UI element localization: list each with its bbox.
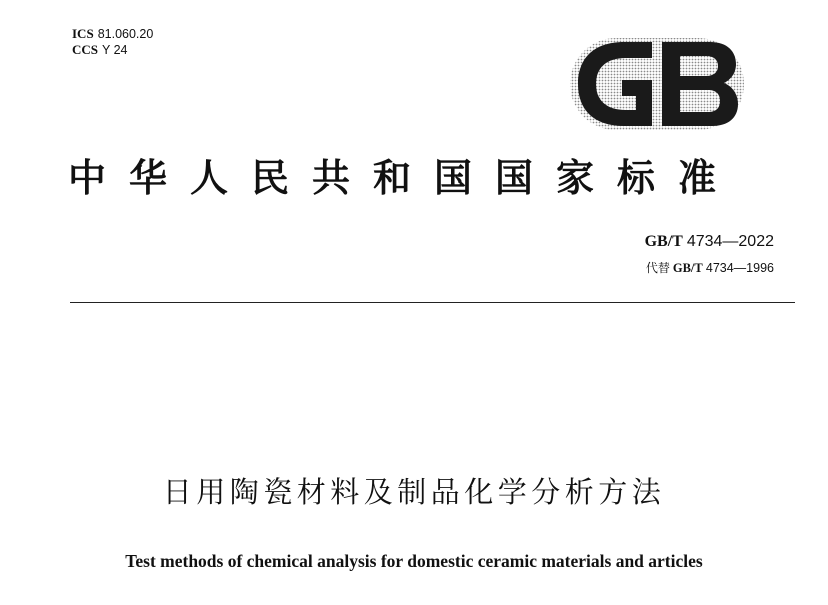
replaces-label: 代替 <box>645 261 670 275</box>
classification-codes <box>72 26 153 58</box>
replaces-prefix: GB/T <box>672 261 703 275</box>
document-title-chinese: 日用陶瓷材料及制品化学分析方法 <box>162 475 666 509</box>
ccs-code: Y 24 <box>102 43 128 57</box>
replaces-standard <box>646 260 774 276</box>
standard-number <box>645 232 774 252</box>
standard-code: 4734—2022 <box>686 233 774 250</box>
standard-prefix: GB/T <box>644 233 683 250</box>
ccs-label: CCS <box>72 42 99 57</box>
gb-logo-mark <box>570 38 744 130</box>
replaces-code: 4734—1996 <box>705 261 774 275</box>
national-standard-title: 中华人民共和国国家标准 <box>68 156 740 200</box>
header-divider <box>70 302 795 303</box>
ics-code: 81.060.20 <box>97 27 154 41</box>
ccs-code-row <box>72 42 153 58</box>
document-title-english: Test methods of chemical analysis for domestic ceramic materials and articles <box>125 551 703 571</box>
ics-code-row <box>72 26 153 42</box>
ics-label: ICS <box>72 26 94 41</box>
gb-logo <box>568 34 746 134</box>
